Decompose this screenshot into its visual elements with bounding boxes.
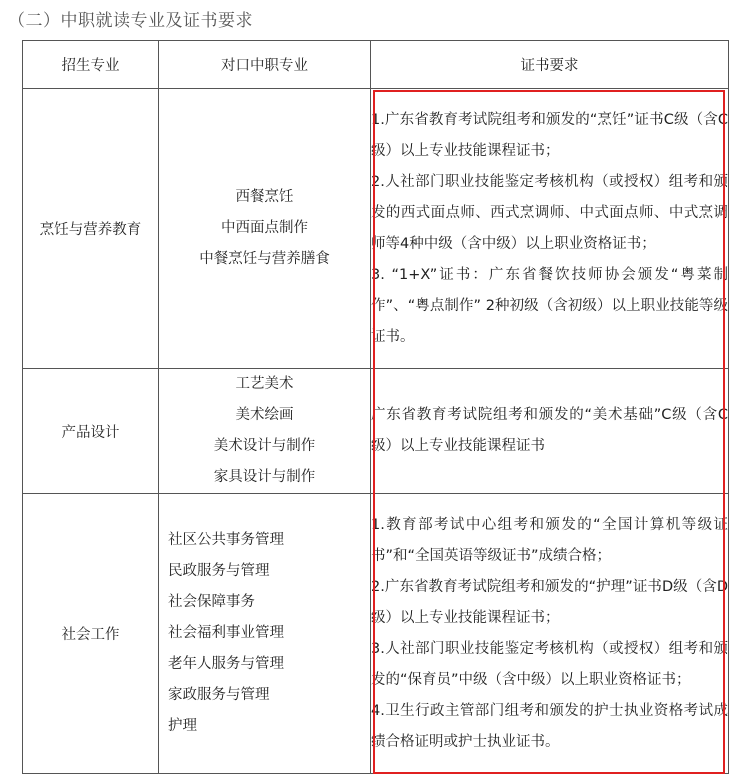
related-major-item: 美术设计与制作 <box>213 438 316 454</box>
requirements-cell <box>371 89 729 369</box>
related-major-item: 护理 <box>168 718 197 734</box>
related-major-item: 西餐烹饪 <box>235 189 294 205</box>
certificate-requirements-table <box>22 40 729 774</box>
requirement-item: 4.卫生行政主管部门组考和颁发的护士执业资格考试成绩合格证明或护士执业证书。 <box>371 702 728 750</box>
table-row <box>23 494 729 774</box>
section-heading: （二）中职就读专业及证书要求 <box>8 11 253 31</box>
related-major-item: 家政服务与管理 <box>168 687 270 703</box>
major-cell: 产品设计 <box>23 369 159 494</box>
related-major-item: 工艺美术 <box>235 376 294 392</box>
related-majors-cell <box>159 369 371 494</box>
table-header-row <box>23 41 729 89</box>
related-major-item: 美术绘画 <box>235 407 294 423</box>
requirements-cell <box>371 494 729 774</box>
related-major-item: 家具设计与制作 <box>213 469 316 485</box>
related-major-item: 民政服务与管理 <box>168 563 270 579</box>
table-row <box>23 89 729 369</box>
related-major-item: 社区公共事务管理 <box>168 532 284 548</box>
requirement-item: 1.教育部考试中心组考和颁发的“全国计算机等级证书”和“全国英语等级证书”成绩合格； <box>371 516 728 564</box>
requirement-item: 2.人社部门职业技能鉴定考核机构（或授权）组考和颁发的西式面点师、西式烹调师、中式面点师、中式烹调师等4种中级（含中级）以上职业资格证书； <box>371 173 728 252</box>
related-major-item: 社会保障事务 <box>168 594 255 610</box>
header-major: 招生专业 <box>23 41 159 89</box>
related-majors-cell <box>159 494 371 774</box>
major-cell: 社会工作 <box>23 494 159 774</box>
header-related-major: 对口中职专业 <box>159 41 371 89</box>
major-cell: 烹饪与营养教育 <box>23 89 159 369</box>
requirement-item: 广东省教育考试院组考和颁发的“美术基础”C级（含C级）以上专业技能课程证书 <box>371 407 728 454</box>
related-major-item: 老年人服务与管理 <box>168 656 284 672</box>
requirement-item: 2.广东省教育考试院组考和颁发的“护理”证书D级（含D级）以上专业技能课程证书； <box>371 578 728 626</box>
requirement-item: 3. “1+X”证书：广东省餐饮技师协会颁发“粤菜制作”、“粤点制作” 2种初级（含初级）以上职业技能等级证书。 <box>371 266 728 345</box>
header-certificate-requirements: 证书要求 <box>371 41 729 89</box>
requirements-cell <box>371 369 729 494</box>
requirement-item: 1.广东省教育考试院组考和颁发的“烹饪”证书C级（含C级）以上专业技能课程证书； <box>371 111 728 159</box>
related-major-item: 中餐烹饪与营养膳食 <box>199 251 330 267</box>
requirement-item: 3.人社部门职业技能鉴定考核机构（或授权）组考和颁发的“保育员”中级（含中级）以上职业资格证书； <box>371 640 728 688</box>
related-major-item: 中西面点制作 <box>221 220 308 236</box>
related-major-item: 社会福利事业管理 <box>168 625 284 641</box>
table-row <box>23 369 729 494</box>
related-majors-cell <box>159 89 371 369</box>
